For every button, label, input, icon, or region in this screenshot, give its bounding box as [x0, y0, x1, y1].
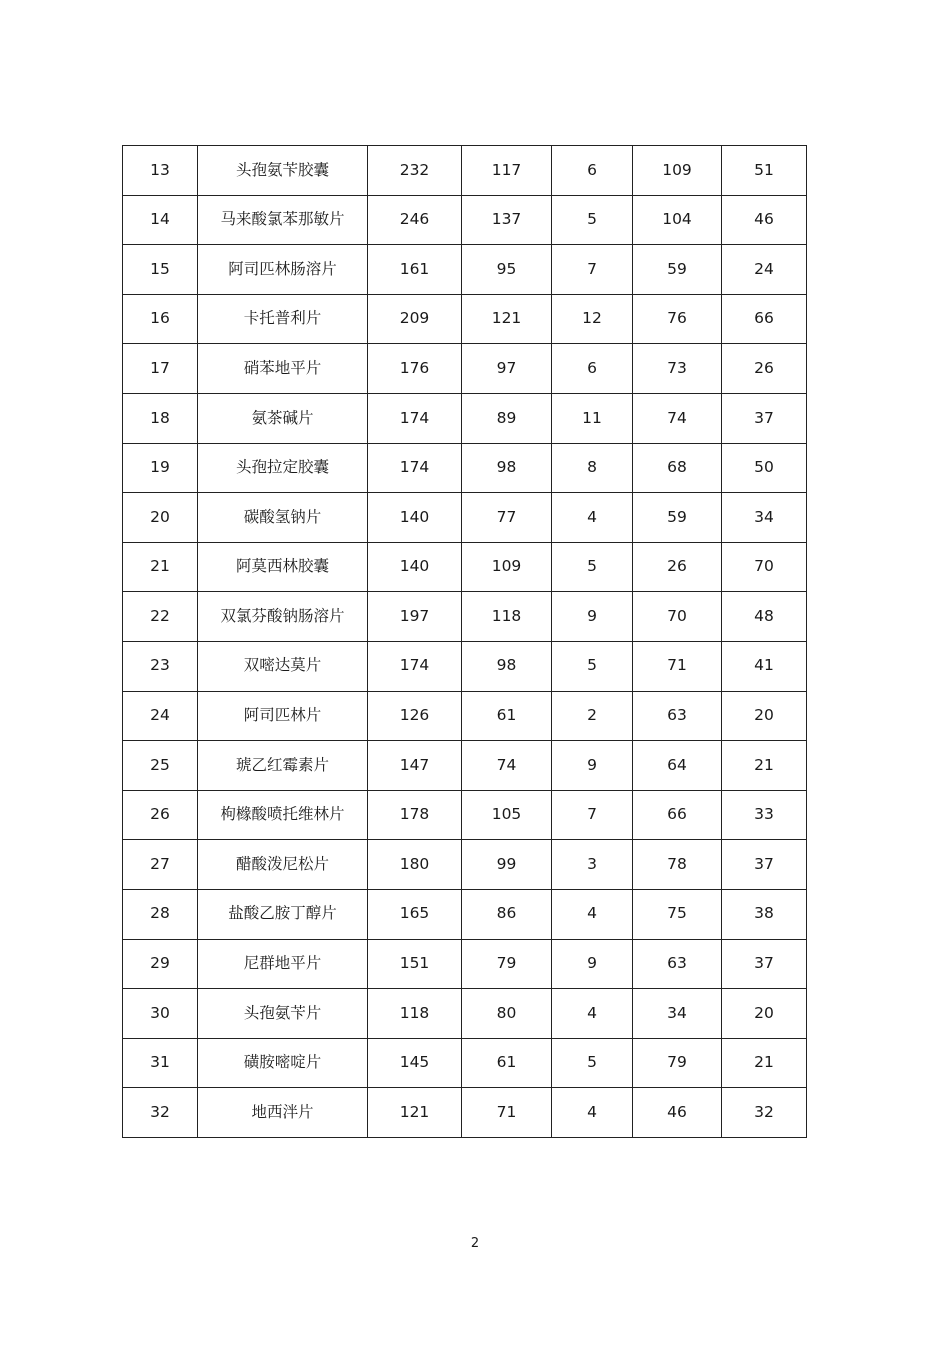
- table-cell-value-col-5: 7: [552, 790, 633, 840]
- table-row: [123, 641, 807, 691]
- table-cell-value-col-5: 11: [552, 393, 633, 443]
- table-cell-value-col-3: 174: [368, 641, 462, 691]
- table-cell-row-index: 20: [123, 493, 198, 543]
- table-cell-value-col-4: 98: [462, 641, 552, 691]
- table-cell-drug-name: 醋酸泼尼松片: [198, 840, 368, 890]
- table-cell-drug-name: 头孢氨苄胶囊: [198, 146, 368, 196]
- table-cell-value-col-4: 80: [462, 989, 552, 1039]
- table-row: [123, 493, 807, 543]
- table-cell-value-col-7: 51: [722, 146, 807, 196]
- table-cell-value-col-4: 105: [462, 790, 552, 840]
- table-cell-value-col-3: 151: [368, 939, 462, 989]
- table-cell-value-col-7: 21: [722, 1038, 807, 1088]
- table-cell-value-col-3: 180: [368, 840, 462, 890]
- table-cell-value-col-4: 121: [462, 294, 552, 344]
- table-cell-row-index: 17: [123, 344, 198, 394]
- table-cell-value-col-3: 246: [368, 195, 462, 245]
- table-row: [123, 344, 807, 394]
- table-cell-value-col-4: 99: [462, 840, 552, 890]
- table-cell-value-col-5: 4: [552, 1088, 633, 1138]
- table-cell-value-col-7: 20: [722, 989, 807, 1039]
- drug-data-table: [122, 145, 807, 1138]
- table-cell-value-col-7: 34: [722, 493, 807, 543]
- table-cell-value-col-6: 34: [633, 989, 722, 1039]
- table-cell-value-col-3: 174: [368, 393, 462, 443]
- table-cell-value-col-7: 48: [722, 592, 807, 642]
- table-cell-value-col-6: 109: [633, 146, 722, 196]
- table-cell-value-col-6: 66: [633, 790, 722, 840]
- table-cell-value-col-7: 37: [722, 939, 807, 989]
- table-cell-row-index: 14: [123, 195, 198, 245]
- table-cell-row-index: 28: [123, 889, 198, 939]
- table-row: [123, 840, 807, 890]
- table-cell-row-index: 26: [123, 790, 198, 840]
- table-cell-value-col-5: 9: [552, 741, 633, 791]
- table-cell-value-col-6: 59: [633, 493, 722, 543]
- table-row: [123, 195, 807, 245]
- table-cell-row-index: 32: [123, 1088, 198, 1138]
- table-cell-value-col-7: 50: [722, 443, 807, 493]
- table-cell-row-index: 13: [123, 146, 198, 196]
- table-cell-value-col-6: 79: [633, 1038, 722, 1088]
- table-cell-value-col-5: 5: [552, 641, 633, 691]
- table-cell-value-col-3: 140: [368, 493, 462, 543]
- table-cell-value-col-3: 197: [368, 592, 462, 642]
- table-cell-value-col-7: 20: [722, 691, 807, 741]
- table-cell-value-col-3: 121: [368, 1088, 462, 1138]
- table-cell-row-index: 24: [123, 691, 198, 741]
- table-cell-row-index: 30: [123, 989, 198, 1039]
- table-cell-drug-name: 头孢拉定胶囊: [198, 443, 368, 493]
- table-cell-drug-name: 卡托普利片: [198, 294, 368, 344]
- table-cell-value-col-6: 68: [633, 443, 722, 493]
- table-cell-value-col-7: 21: [722, 741, 807, 791]
- table-cell-value-col-7: 37: [722, 840, 807, 890]
- table-cell-value-col-5: 6: [552, 146, 633, 196]
- table-cell-value-col-5: 8: [552, 443, 633, 493]
- table-cell-value-col-6: 64: [633, 741, 722, 791]
- table-cell-drug-name: 马来酸氯苯那敏片: [198, 195, 368, 245]
- page-number: 2: [470, 1236, 480, 1251]
- table-cell-value-col-7: 37: [722, 393, 807, 443]
- table-cell-value-col-5: 2: [552, 691, 633, 741]
- table-cell-value-col-4: 95: [462, 245, 552, 295]
- table-cell-value-col-7: 66: [722, 294, 807, 344]
- table-row: [123, 1088, 807, 1138]
- table-cell-row-index: 16: [123, 294, 198, 344]
- table-cell-value-col-6: 70: [633, 592, 722, 642]
- table-cell-row-index: 19: [123, 443, 198, 493]
- table-cell-row-index: 18: [123, 393, 198, 443]
- table-cell-value-col-4: 117: [462, 146, 552, 196]
- table-cell-value-col-4: 97: [462, 344, 552, 394]
- table-row: [123, 989, 807, 1039]
- table-cell-value-col-6: 73: [633, 344, 722, 394]
- table-row: [123, 741, 807, 791]
- table-cell-row-index: 27: [123, 840, 198, 890]
- table-cell-drug-name: 硝苯地平片: [198, 344, 368, 394]
- table-cell-value-col-5: 9: [552, 592, 633, 642]
- table-cell-value-col-7: 32: [722, 1088, 807, 1138]
- table-cell-drug-name: 碳酸氢钠片: [198, 493, 368, 543]
- table-cell-value-col-7: 41: [722, 641, 807, 691]
- table-cell-value-col-6: 59: [633, 245, 722, 295]
- table-cell-value-col-5: 4: [552, 889, 633, 939]
- table-cell-row-index: 21: [123, 542, 198, 592]
- table-cell-value-col-3: 178: [368, 790, 462, 840]
- table-row: [123, 393, 807, 443]
- table-cell-value-col-3: 165: [368, 889, 462, 939]
- table-cell-value-col-3: 118: [368, 989, 462, 1039]
- table-cell-value-col-5: 5: [552, 195, 633, 245]
- table-cell-value-col-3: 147: [368, 741, 462, 791]
- table-row: [123, 939, 807, 989]
- table-cell-value-col-6: 75: [633, 889, 722, 939]
- table-cell-value-col-4: 86: [462, 889, 552, 939]
- table-cell-value-col-6: 76: [633, 294, 722, 344]
- table-cell-value-col-3: 176: [368, 344, 462, 394]
- table-cell-row-index: 25: [123, 741, 198, 791]
- table-cell-value-col-6: 63: [633, 939, 722, 989]
- table-cell-value-col-4: 79: [462, 939, 552, 989]
- table-cell-value-col-6: 71: [633, 641, 722, 691]
- table-cell-drug-name: 枸橼酸喷托维林片: [198, 790, 368, 840]
- table-row: [123, 294, 807, 344]
- table-cell-value-col-7: 46: [722, 195, 807, 245]
- table-cell-value-col-3: 161: [368, 245, 462, 295]
- table-cell-drug-name: 氨茶碱片: [198, 393, 368, 443]
- table-cell-value-col-4: 98: [462, 443, 552, 493]
- table-cell-value-col-4: 109: [462, 542, 552, 592]
- table-row: [123, 443, 807, 493]
- table-cell-value-col-7: 70: [722, 542, 807, 592]
- table-cell-row-index: 15: [123, 245, 198, 295]
- table-cell-drug-name: 盐酸乙胺丁醇片: [198, 889, 368, 939]
- table-row: [123, 889, 807, 939]
- table-cell-value-col-5: 5: [552, 542, 633, 592]
- table-cell-row-index: 22: [123, 592, 198, 642]
- table-body: [123, 146, 807, 1138]
- table-cell-value-col-7: 26: [722, 344, 807, 394]
- table-row: [123, 592, 807, 642]
- table-cell-drug-name: 尼群地平片: [198, 939, 368, 989]
- table-cell-value-col-4: 137: [462, 195, 552, 245]
- table-cell-drug-name: 双嘧达莫片: [198, 641, 368, 691]
- table-cell-drug-name: 磺胺嘧啶片: [198, 1038, 368, 1088]
- table-cell-drug-name: 琥乙红霉素片: [198, 741, 368, 791]
- table-cell-value-col-4: 118: [462, 592, 552, 642]
- table-cell-value-col-7: 24: [722, 245, 807, 295]
- table-cell-value-col-6: 78: [633, 840, 722, 890]
- table-cell-value-col-3: 174: [368, 443, 462, 493]
- table-cell-value-col-5: 4: [552, 493, 633, 543]
- table-cell-value-col-4: 71: [462, 1088, 552, 1138]
- table-cell-value-col-3: 145: [368, 1038, 462, 1088]
- table-cell-value-col-5: 9: [552, 939, 633, 989]
- table-cell-value-col-4: 61: [462, 1038, 552, 1088]
- table-cell-drug-name: 地西泮片: [198, 1088, 368, 1138]
- table-cell-value-col-6: 104: [633, 195, 722, 245]
- table-cell-value-col-5: 6: [552, 344, 633, 394]
- table-cell-value-col-3: 140: [368, 542, 462, 592]
- table-cell-drug-name: 阿司匹林片: [198, 691, 368, 741]
- table-cell-row-index: 31: [123, 1038, 198, 1088]
- table-cell-value-col-3: 232: [368, 146, 462, 196]
- table-cell-value-col-4: 74: [462, 741, 552, 791]
- table-row: [123, 691, 807, 741]
- table-cell-drug-name: 头孢氨苄片: [198, 989, 368, 1039]
- table-cell-drug-name: 双氯芬酸钠肠溶片: [198, 592, 368, 642]
- table-cell-value-col-4: 77: [462, 493, 552, 543]
- table-row: [123, 1038, 807, 1088]
- table-cell-value-col-6: 63: [633, 691, 722, 741]
- table-cell-row-index: 23: [123, 641, 198, 691]
- table-row: [123, 542, 807, 592]
- table-cell-value-col-5: 12: [552, 294, 633, 344]
- table-cell-value-col-4: 89: [462, 393, 552, 443]
- table-row: [123, 245, 807, 295]
- table-cell-value-col-7: 38: [722, 889, 807, 939]
- table-cell-value-col-6: 74: [633, 393, 722, 443]
- table-row: [123, 790, 807, 840]
- table-cell-drug-name: 阿司匹林肠溶片: [198, 245, 368, 295]
- table-cell-value-col-6: 46: [633, 1088, 722, 1138]
- table-cell-value-col-5: 7: [552, 245, 633, 295]
- table-cell-value-col-3: 209: [368, 294, 462, 344]
- table-cell-value-col-3: 126: [368, 691, 462, 741]
- table-cell-value-col-4: 61: [462, 691, 552, 741]
- table-cell-drug-name: 阿莫西林胶囊: [198, 542, 368, 592]
- table-cell-value-col-6: 26: [633, 542, 722, 592]
- table-cell-value-col-7: 33: [722, 790, 807, 840]
- table-cell-row-index: 29: [123, 939, 198, 989]
- table-cell-value-col-5: 3: [552, 840, 633, 890]
- table-cell-value-col-5: 4: [552, 989, 633, 1039]
- table-row: [123, 146, 807, 196]
- table-cell-value-col-5: 5: [552, 1038, 633, 1088]
